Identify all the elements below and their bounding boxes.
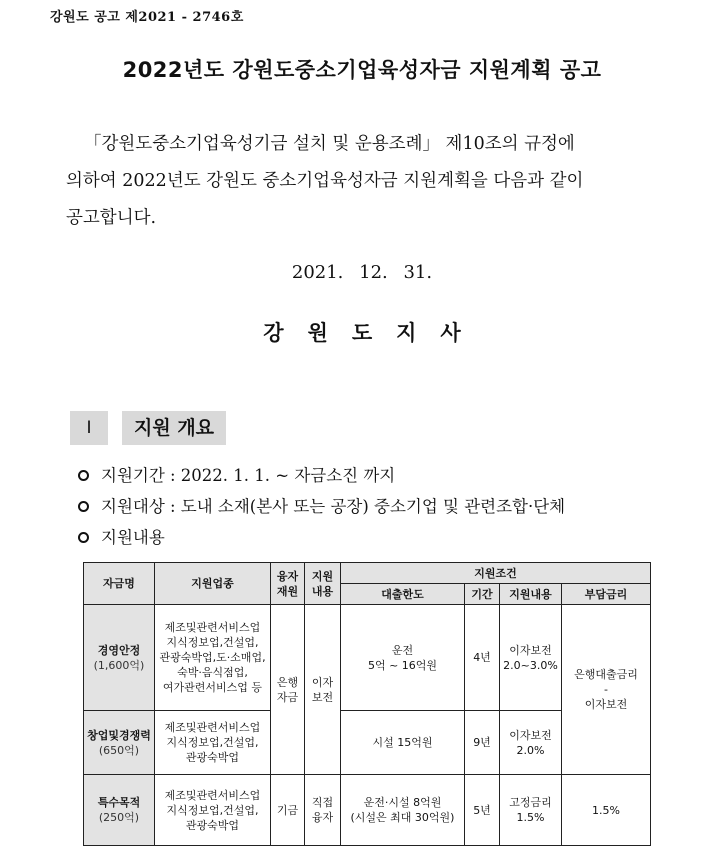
bullet-content: 지원내용 <box>78 522 678 553</box>
header-period: 기간 <box>465 584 500 605</box>
body-line-2: 의하여 2022년도 강원도 중소기업육성자금 지원계획을 다음과 같이 <box>66 171 584 191</box>
body-line-1: 「강원도중소기업육성기금 설치 및 운용조례」 제10조의 규정에 <box>84 134 575 154</box>
announcement-date: 2021. 12. 31. <box>291 262 433 283</box>
source-cell: 기금 <box>271 775 305 846</box>
rate-cell: 1.5% <box>562 775 651 846</box>
support-cell: 고정금리 1.5% <box>500 775 562 846</box>
period-cell: 4년 <box>465 605 500 711</box>
industry-cell: 제조및관련서비스업 지식정보업,건설업, 관광숙박업 <box>155 711 271 775</box>
header-support: 지원내용 <box>500 584 562 605</box>
table-row <box>84 775 651 846</box>
rate-cell: 은행대출금리 - 이자보전 <box>562 605 651 775</box>
section-number: Ⅰ <box>70 411 108 445</box>
bullet-target: 지원대상 : 도내 소재(본사 또는 공장) 중소기업 및 관련조합·단체 <box>78 491 678 522</box>
notice-number: 강원도 공고 제2021 - 2746호 <box>50 10 244 25</box>
announcement-body <box>66 126 662 237</box>
fund-cell: 경영안정 (1,600억) <box>84 605 155 711</box>
support-table <box>83 562 651 846</box>
fund-cell: 창업및경쟁력 (650억) <box>84 711 155 775</box>
content-cell: 직접 융자 <box>305 775 341 846</box>
section-heading <box>70 411 226 445</box>
hollow-circle-icon <box>78 470 89 481</box>
fund-cell: 특수목적 (250억) <box>84 775 155 846</box>
header-conditions: 지원조건 <box>341 563 651 584</box>
table-row <box>84 605 651 711</box>
section-title: 지원 개요 <box>122 411 226 445</box>
header-source: 융자 재원 <box>271 563 305 605</box>
header-content: 지원 내용 <box>305 563 341 605</box>
issuer-name: 강원도지사 <box>263 320 485 345</box>
header-rate: 부담금리 <box>562 584 651 605</box>
bullet-list <box>78 460 678 553</box>
bullet-period: 지원기간 : 2022. 1. 1. ~ 자금소진 까지 <box>78 460 678 491</box>
header-industry: 지원업종 <box>155 563 271 605</box>
support-cell: 이자보전 2.0% <box>500 711 562 775</box>
period-cell: 5년 <box>465 775 500 846</box>
hollow-circle-icon <box>78 501 89 512</box>
limit-cell: 시설 15억원 <box>341 711 465 775</box>
page-title: 2022년도 강원도중소기업육성자금 지원계획 공고 <box>122 58 602 82</box>
industry-cell: 제조및관련서비스업 지식정보업,건설업, 관광숙박업 <box>155 775 271 846</box>
industry-cell: 제조및관련서비스업 지식정보업,건설업, 관광숙박업,도·소매업, 숙박·음식점업, 여가관련서비스업 등 <box>155 605 271 711</box>
limit-cell: 운전 5억 ~ 16억원 <box>341 605 465 711</box>
header-fund: 자금명 <box>84 563 155 605</box>
source-cell: 은행 자금 <box>271 605 305 775</box>
period-cell: 9년 <box>465 711 500 775</box>
content-cell: 이자 보전 <box>305 605 341 775</box>
support-cell: 이자보전 2.0~3.0% <box>500 605 562 711</box>
header-limit: 대출한도 <box>341 584 465 605</box>
limit-cell: 운전·시설 8억원 (시설은 최대 30억원) <box>341 775 465 846</box>
body-line-3: 공고합니다. <box>66 208 157 228</box>
hollow-circle-icon <box>78 532 89 543</box>
